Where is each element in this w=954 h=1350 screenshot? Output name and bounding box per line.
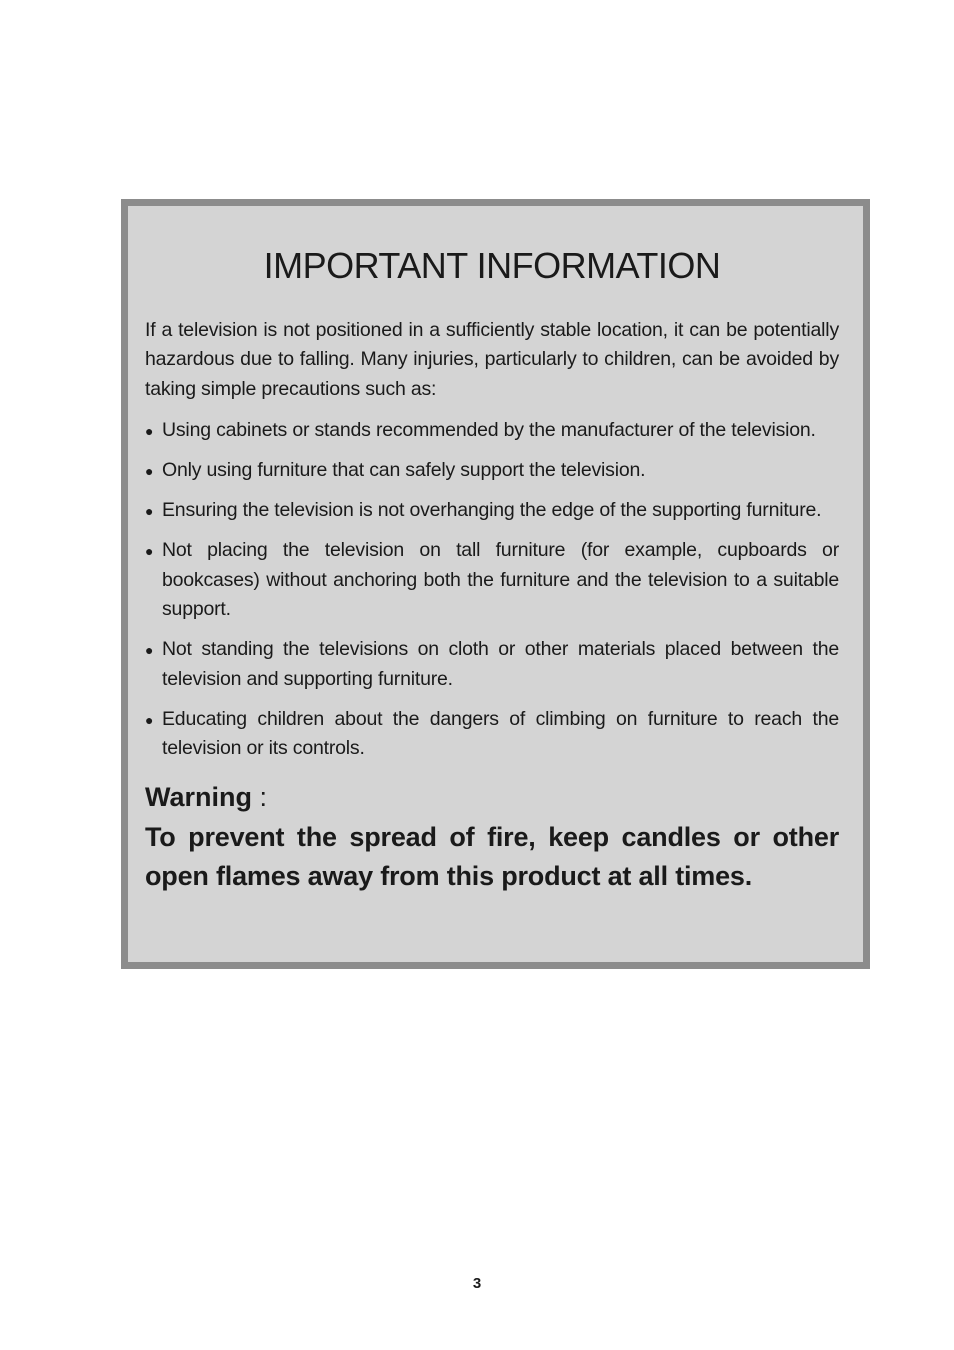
- warning-label: Warning: [145, 781, 252, 812]
- list-item: [145, 496, 839, 526]
- list-item-text: Educating children about the dangers of climbing on furniture to reach the television or its controls.: [162, 707, 839, 760]
- page-number: 3: [472, 1275, 482, 1292]
- important-information-box: [121, 199, 870, 969]
- bullet-icon: ●: [145, 503, 154, 520]
- warning-text: To prevent the spread of fire, keep candles or other open flames away from this product at all times.: [145, 821, 839, 891]
- list-item-text: Not placing the television on tall furniture (for example, cupboards or bookcases) without anchoring both the furniture and the television to a suitable support.: [162, 539, 839, 621]
- list-item: [145, 456, 839, 486]
- intro-paragraph: If a television is not positioned in a sufficiently stable location, it can be potentially hazardous due to falling. Many injuries, particularly to children, can be avoided by taking simple precautions such as:: [145, 318, 839, 400]
- notice-title: IMPORTANT INFORMATION: [263, 245, 721, 286]
- list-item: [145, 536, 839, 625]
- list-item: [145, 416, 839, 446]
- warning-heading: [145, 780, 839, 814]
- bullet-icon: ●: [145, 463, 154, 480]
- bullet-icon: ●: [145, 423, 154, 440]
- list-item: [145, 705, 839, 764]
- list-item-text: Using cabinets or stands recommended by the manufacturer of the television.: [162, 419, 816, 442]
- list-item-text: Only using furniture that can safely support the television.: [162, 459, 646, 482]
- precautions-list: [145, 416, 839, 764]
- list-item-text: Not standing the televisions on cloth or other materials placed between the television and supporting furniture.: [162, 638, 839, 690]
- bullet-icon: ●: [145, 642, 154, 659]
- bullet-icon: ●: [145, 543, 154, 560]
- list-item: [145, 635, 839, 694]
- list-item-text: Ensuring the television is not overhanging the edge of the supporting furniture.: [162, 499, 822, 522]
- warning-colon: :: [252, 781, 268, 812]
- bullet-icon: ●: [145, 711, 154, 728]
